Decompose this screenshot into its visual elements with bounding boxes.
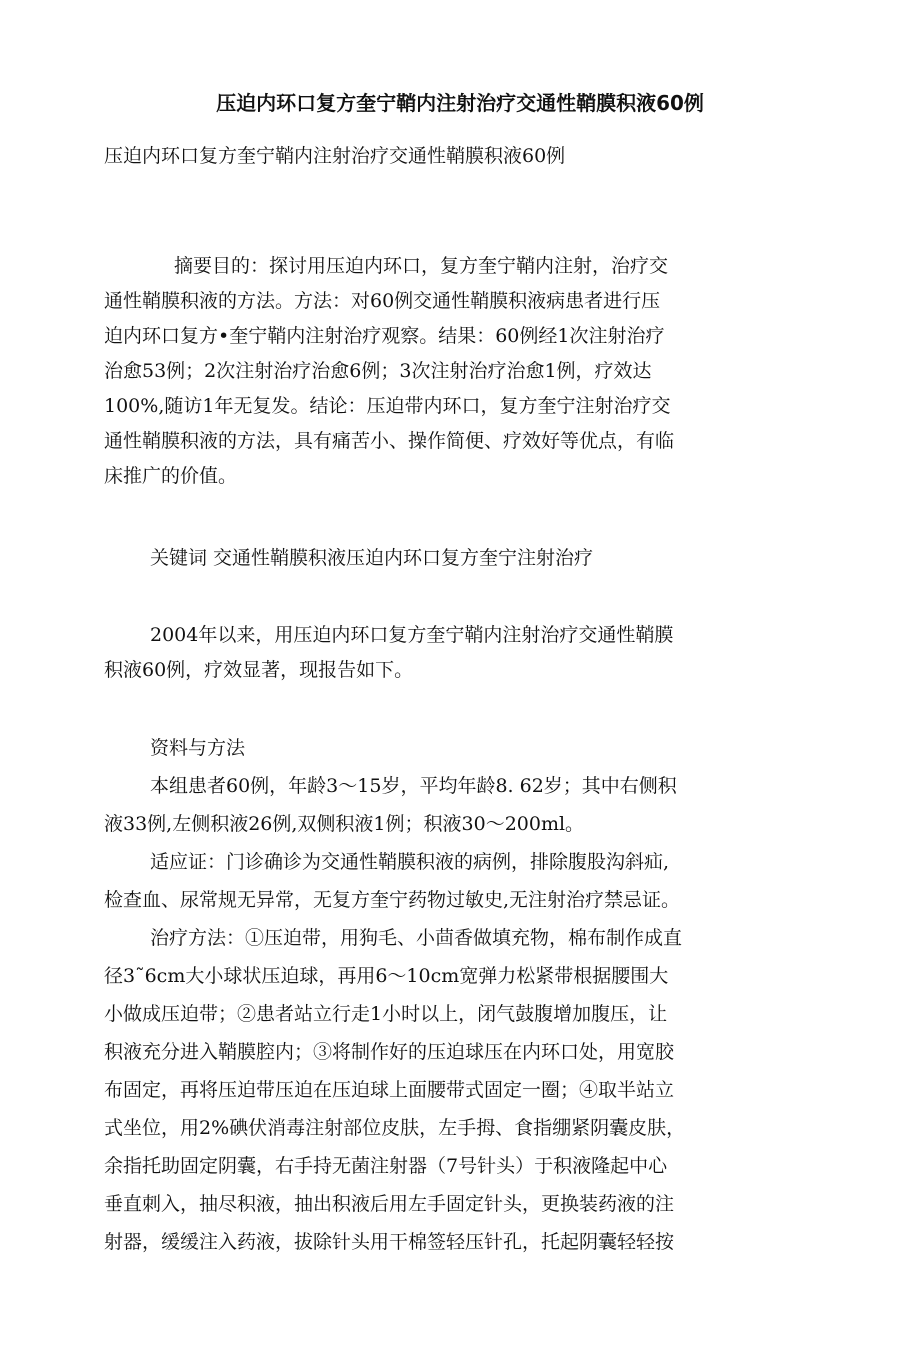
method-line: 式坐位，用2%碘伏消毒注射部位皮肤，左手拇、食指绷紧阴囊皮肤， xyxy=(104,1117,686,1139)
intro-line: 2004年以来，用压迫内环口复方奎宁鞘内注射治疗交通性鞘膜 xyxy=(150,624,674,646)
document-subtitle: 压迫内环口复方奎宁鞘内注射治疗交通性鞘膜积液60例 xyxy=(104,145,566,167)
abstract-line: 通性鞘膜积液的方法。方法：对60例交通性鞘膜积液病患者进行压 xyxy=(104,290,661,312)
method-line: 小做成压迫带；②患者站立行走1小时以上，闭气鼓腹增加腹压，让 xyxy=(104,1003,668,1025)
abstract-line: 治愈53例；2次注射治疗治愈6例；3次注射治疗治愈1例，疗效达 xyxy=(104,360,652,382)
abstract-line: 100%,随访1年无复发。结论：压迫带内环口，复方奎宁注射治疗交 xyxy=(104,395,671,417)
method-line: 治疗方法：①压迫带，用狗毛、小茴香做填充物，棉布制作成直 xyxy=(150,927,683,949)
section-heading: 资料与方法 xyxy=(150,737,246,759)
abstract-line: 迫内环口复方•奎宁鞘内注射治疗观察。结果：60例经1次注射治疗 xyxy=(104,325,665,347)
method-line: 垂直刺入，抽尽积液，抽出积液后用左手固定针头，更换装药液的注 xyxy=(104,1193,675,1215)
patients-line: 本组患者60例，年龄3～15岁，平均年龄8. 62岁；其中右侧积 xyxy=(150,775,677,797)
method-line: 径3˜6cm大小球状压迫球，再用6～10cm宽弹力松紧带根据腰围大 xyxy=(104,965,669,987)
abstract-line: 通性鞘膜积液的方法，具有痛苦小、操作简便、疗效好等优点，有临 xyxy=(104,430,675,452)
abstract-line: 摘要目的：探讨用压迫内环口，复方奎宁鞘内注射，治疗交 xyxy=(174,255,669,277)
keywords-line: 关键词 交通性鞘膜积液压迫内环口复方奎宁注射治疗 xyxy=(150,547,594,569)
patients-line: 液33例,左侧积液26例,双侧积液1例；积液30～200ml。 xyxy=(104,813,585,835)
document-title: 压迫内环口复方奎宁鞘内注射治疗交通性鞘膜积液60例 xyxy=(216,91,704,115)
method-line: 余指托助固定阴囊，右手持无菌注射器（7号针头）于积液隆起中心 xyxy=(104,1155,668,1177)
indication-line: 适应证：门诊确诊为交通性鞘膜积液的病例，排除腹股沟斜疝, xyxy=(150,851,670,873)
method-line: 布固定，再将压迫带压迫在压迫球上面腰带式固定一圈；④取半站立 xyxy=(104,1079,675,1101)
method-line: 积液充分进入鞘膜腔内；③将制作好的压迫球压在内环口处，用宽胶 xyxy=(104,1041,675,1063)
indication-line: 检查血、尿常规无异常，无复方奎宁药物过敏史,无注射治疗禁忌证。 xyxy=(104,889,681,911)
abstract-line: 床推广的价值。 xyxy=(104,465,238,487)
method-line: 射器，缓缓注入药液，拔除针头用干棉签轻压针孔，托起阴囊轻轻按 xyxy=(104,1231,675,1253)
intro-line: 积液60例，疗效显著，现报告如下。 xyxy=(104,659,414,681)
